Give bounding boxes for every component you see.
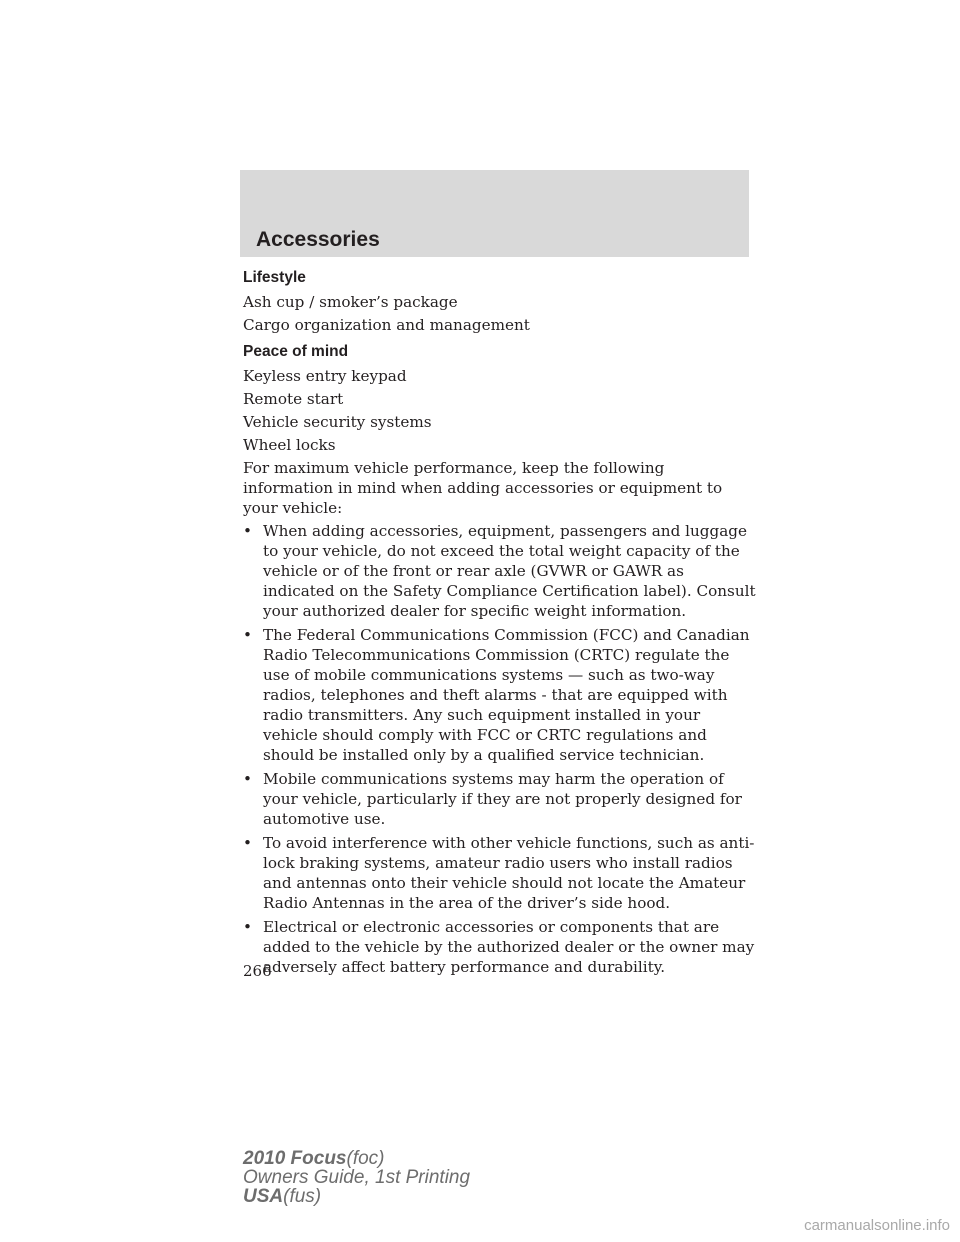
peace-of-mind-heading: Peace of mind [243, 343, 349, 360]
print-footer [243, 1149, 470, 1206]
bullet-icon: • [243, 834, 252, 852]
footer-market-code: (fus) [283, 1186, 322, 1207]
bullet-icon: • [243, 918, 252, 936]
lifestyle-item: Ash cup / smoker’s package [243, 293, 458, 311]
advice-text: When adding accessories, equipment, passengers and luggage to your vehicle, do not exceed the total weight capacity of the vehicle or of the front or rear axle (GVWR or GAWR as indicated on the Safety Compliance Certification label). Consult your authorized dealer for specific weight information. [263, 522, 756, 620]
footer-model: 2010 Focus [243, 1148, 347, 1169]
advice-text: To avoid interference with other vehicle functions, such as anti-lock braking systems, amateur radio users who install radios and antennas onto their vehicle should not locate the Amateur Radio Antennas in the area of the driver’s side hood. [263, 834, 755, 912]
peace-of-mind-item: Remote start [243, 390, 344, 408]
lifestyle-item: Cargo organization and management [243, 316, 530, 334]
bullet-icon: • [243, 770, 252, 788]
intro-paragraph: For maximum vehicle performance, keep the following information in mind when adding accessories or equipment to your vehicle: [243, 459, 723, 517]
footer-line-model [243, 1149, 470, 1168]
watermark: carmanualsonline.info [804, 1217, 950, 1234]
advice-text: Electrical or electronic accessories or components that are added to the vehicle by the authorized dealer or the owner may adversely affect battery performance and durability. [263, 918, 755, 976]
bullet-icon: • [243, 626, 252, 644]
footer-model-code: (foc) [346, 1148, 385, 1169]
peace-of-mind-item: Wheel locks [243, 436, 336, 454]
footer-line-market [243, 1187, 470, 1206]
lifestyle-heading: Lifestyle [243, 269, 306, 286]
advice-item [243, 917, 758, 977]
advice-text: Mobile communications systems may harm the operation of your vehicle, particularly if they are not properly designed for automotive use. [263, 770, 742, 828]
advice-list [243, 521, 758, 977]
section-title: Accessories [256, 228, 380, 251]
peace-of-mind-item: Vehicle security systems [243, 413, 432, 431]
page-content [243, 268, 758, 981]
page-number: 266 [243, 962, 272, 980]
advice-item [243, 625, 758, 765]
advice-item [243, 521, 758, 621]
footer-market: USA [243, 1186, 284, 1207]
advice-item [243, 833, 758, 913]
advice-item [243, 769, 758, 829]
peace-of-mind-item: Keyless entry keypad [243, 367, 407, 385]
section-header-band [240, 170, 749, 257]
bullet-icon: • [243, 522, 252, 540]
footer-line-printing: Owners Guide, 1st Printing [243, 1167, 471, 1188]
advice-text: The Federal Communications Commission (FCC) and Canadian Radio Telecommunications Commission (CRTC) regulate the use of mobile communications systems — such as two-way radios, telephones and theft alarms - that are equipped with radio transmitters. Any such equipment installed in your vehicle should comply with FCC or CRTC regulations and should be installed only by a qualified service technician. [263, 626, 750, 764]
